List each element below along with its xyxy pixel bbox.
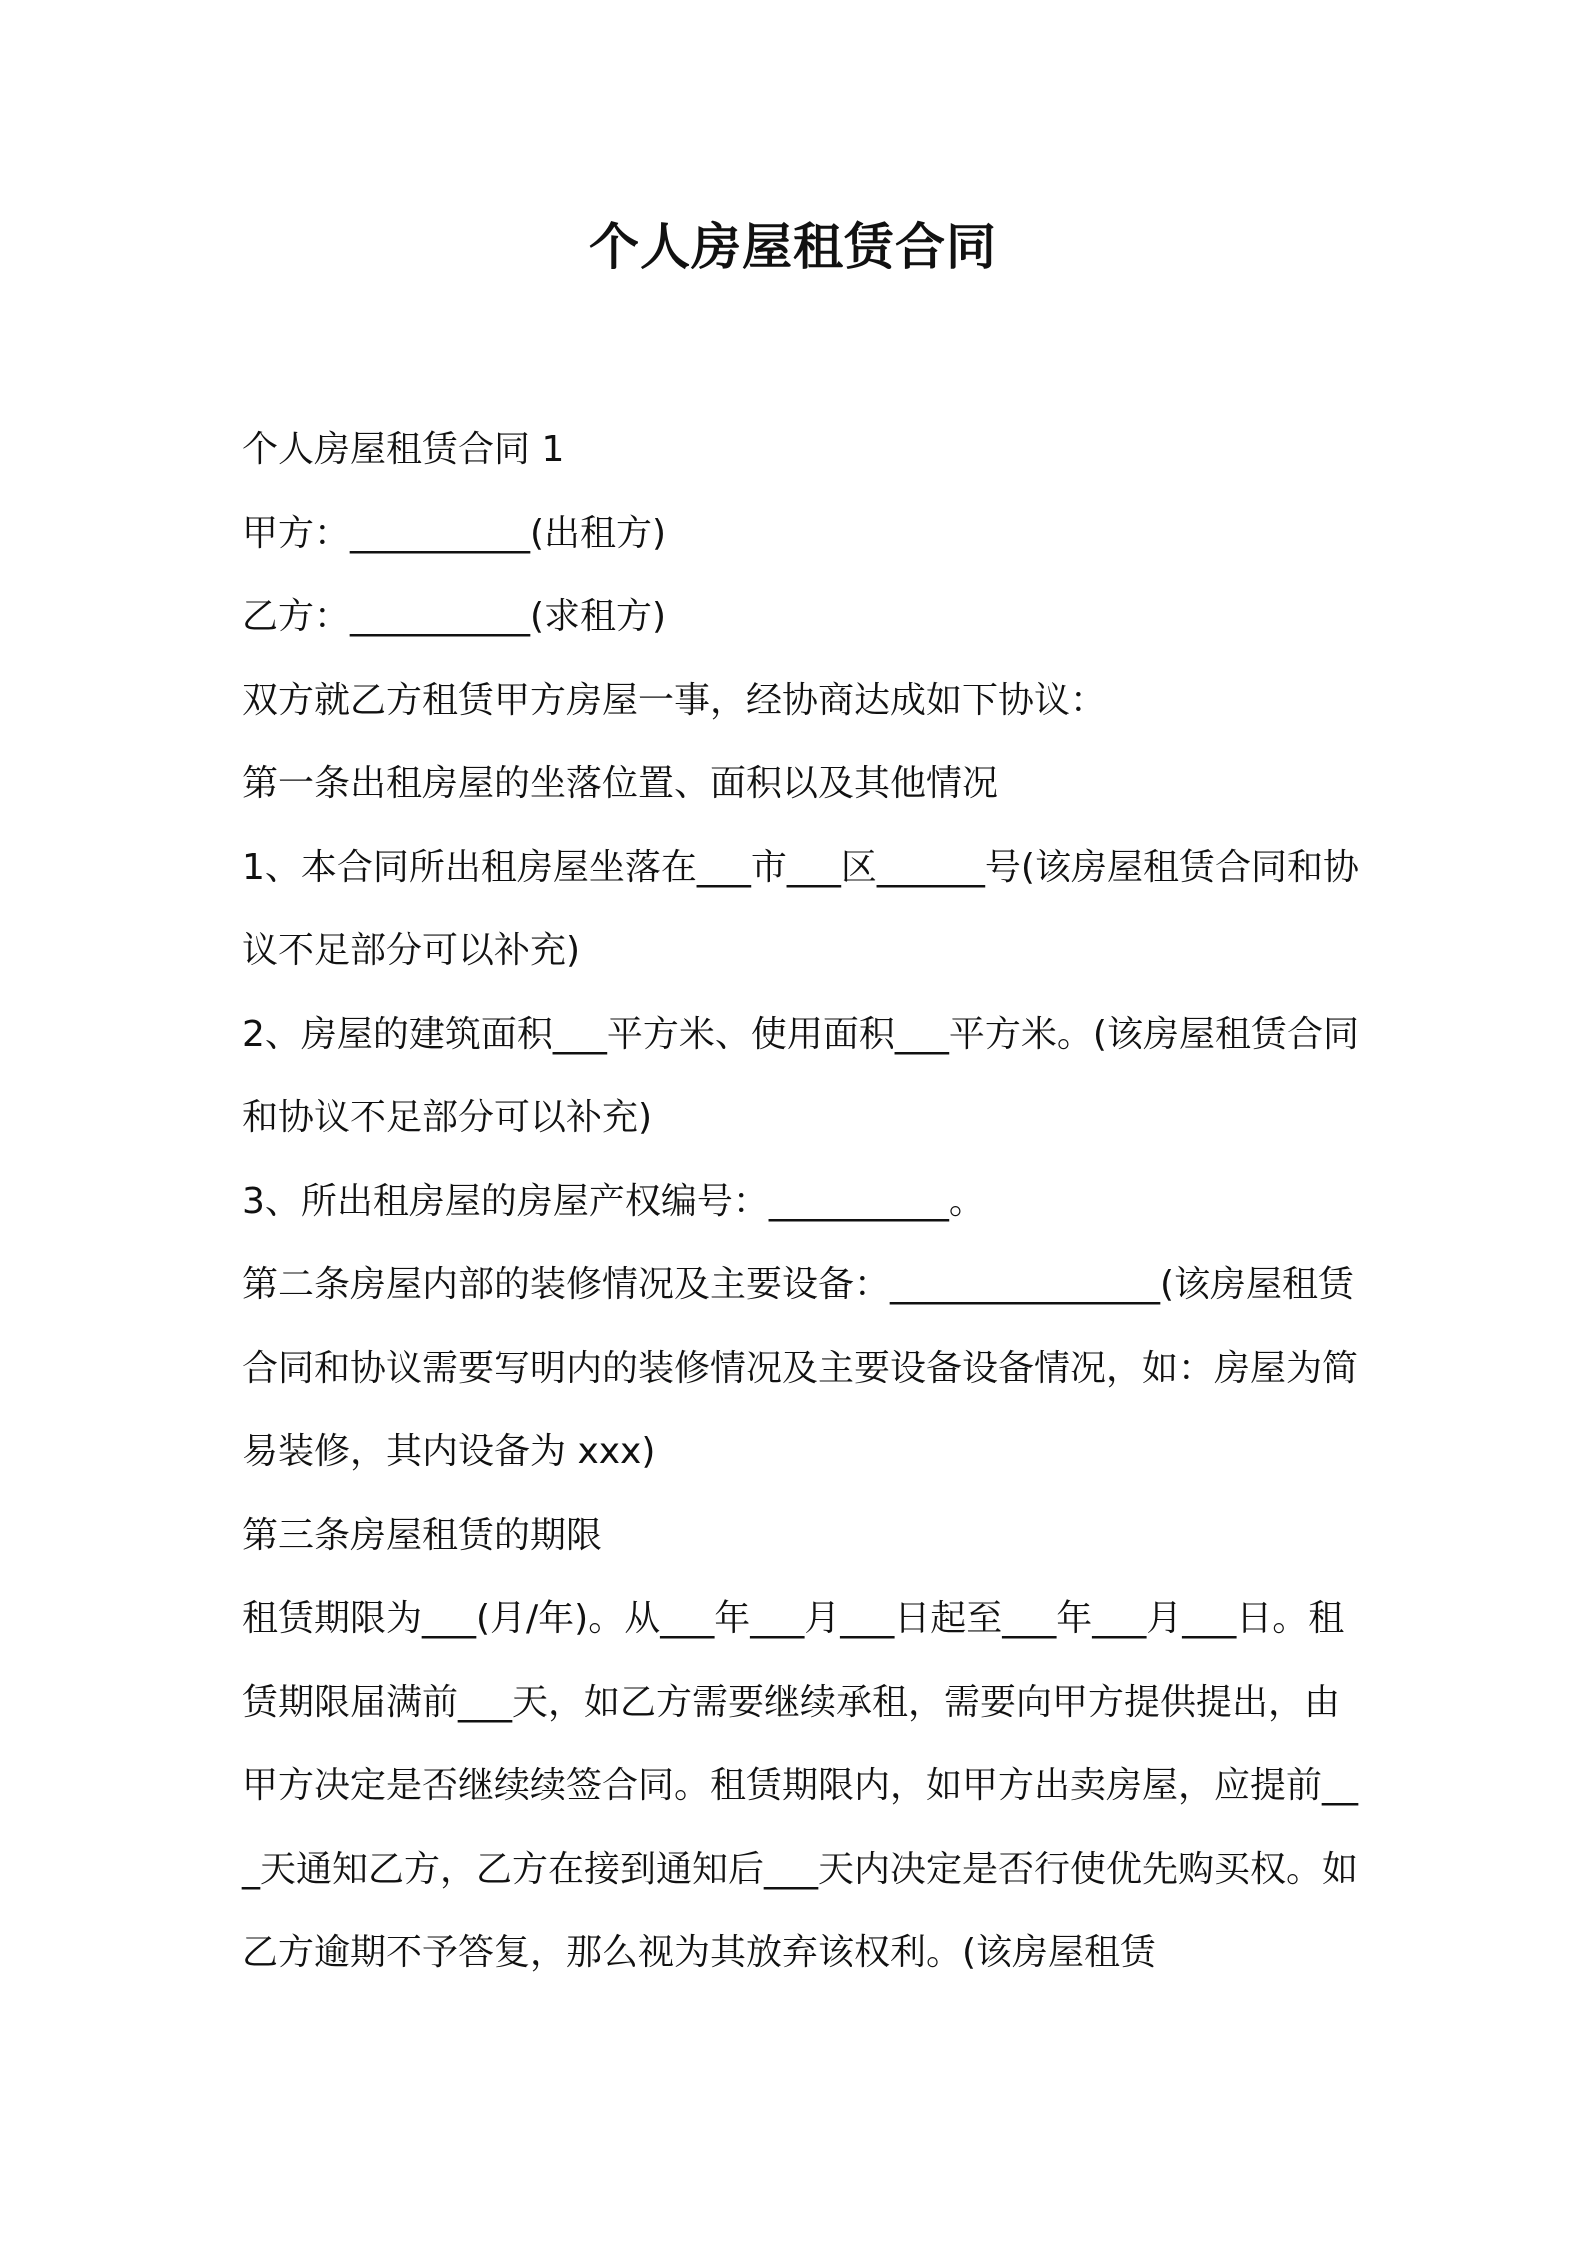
- contract-heading: 个人房屋租赁合同 1: [242, 429, 565, 470]
- party-a-line: 甲方：__________(出租方): [242, 512, 667, 554]
- article-1-heading: 第一条出租房屋的坐落位置、面积以及其他情况: [242, 763, 999, 804]
- party-b-line: 乙方：__________(求租方): [242, 596, 667, 637]
- article-1-item-3: 3、所出租房屋的房屋产权编号：__________。: [242, 1180, 985, 1222]
- article-2-paragraph: 第二条房屋内部的装修情况及主要设备：_______________(该房屋租赁合同和协议需要写明内的装修情况及主要设备设备情况，如：房屋为简易装修，其内设备为 xxx): [242, 1264, 1359, 1472]
- agreement-intro: 双方就乙方租赁甲方房屋一事，经协商达成如下协议：: [242, 679, 1107, 721]
- article-3-paragraph: 租赁期限为___(月/年)。从___年___月___日起至___年___月___日。租赁期限届满前___天，如乙方需要继续承租，需要向甲方提供提出，由甲方决定是否继续续签合同。租赁期限内，如甲方出卖房屋，应提前___天通知乙方，乙方在接到通知后___天内决定是否行使优先购买权。如乙方逾期不予答复，那么视为其放弃该权利。(该房屋租赁: [242, 1598, 1359, 1973]
- article-3-heading: 第三条房屋租赁的期限: [242, 1514, 603, 1556]
- article-1-item-2: 2、房屋的建筑面积___平方米、使用面积___平方米。(该房屋租赁合同和协议不足部分可以补充): [242, 1013, 1359, 1138]
- document-body: [242, 408, 1372, 1995]
- document-title: 个人房屋租赁合同: [589, 218, 997, 276]
- article-1-item-1: 1、本合同所出租房屋坐落在___市___区______号(该房屋租赁合同和协议不足部分可以补充): [242, 846, 1359, 971]
